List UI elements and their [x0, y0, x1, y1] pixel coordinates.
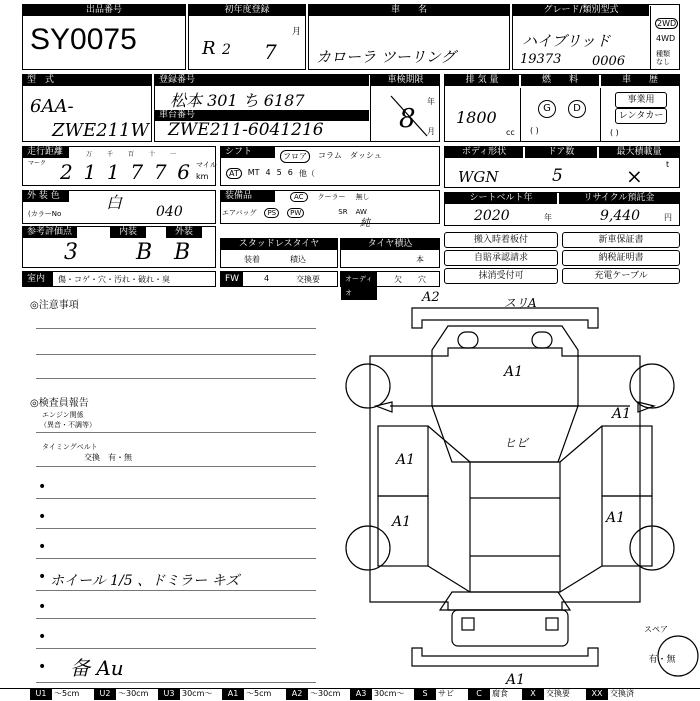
grade-code1: 19373 — [520, 52, 562, 67]
doc-item-4: 納税証明書 — [562, 250, 680, 266]
katashiki-label: 型 式 — [23, 75, 151, 86]
spare-value: 有・無 — [648, 655, 676, 665]
mileage-mile: マイル — [196, 161, 217, 169]
interior-items: 傷・コゲ・穴・汚れ・破れ・臭 — [58, 275, 170, 284]
doc-item-6: 充電ケーブル — [562, 268, 680, 284]
studless-fitted: 装着 — [244, 255, 260, 264]
doc-item-5: 抹消受付可 — [444, 268, 558, 284]
legend-code: U1 — [30, 688, 52, 700]
body-outline — [370, 348, 640, 610]
legend-code: XX — [586, 688, 608, 700]
mileage-mark: マーク — [28, 160, 47, 167]
chassis-label: 車台番号 — [155, 110, 369, 121]
drive-4wd: 4WD — [656, 34, 676, 43]
inspector-label: ◎検査員報告 — [30, 398, 89, 409]
audio-hole: 穴 — [418, 275, 426, 284]
diagram-label-top-left: A2 — [422, 290, 440, 305]
model-name: カローラ ツーリング — [316, 48, 456, 66]
roof — [470, 462, 560, 592]
wheel-rear-left — [346, 526, 390, 570]
ref-grade: 3 — [64, 240, 78, 265]
recycle-unit: 円 — [664, 213, 672, 222]
inspection-year-unit: 年 — [427, 97, 435, 106]
fuel-option-d: D — [568, 100, 586, 118]
legend-desc: 交換済 — [610, 689, 634, 698]
equipment-row1: AC クーラー 無し — [290, 192, 370, 202]
shift-label: シフト — [221, 147, 275, 158]
engine-label: エンジン関係 — [42, 411, 84, 419]
legend-code: A1 — [222, 688, 244, 700]
equipment-row2: エアバッグ PS PW SR AW — [222, 208, 367, 217]
seatbelt-unit: 年 — [544, 213, 552, 222]
displacement-value: 1800 — [456, 108, 497, 127]
front-bumper — [412, 308, 598, 328]
int-grade: B — [136, 240, 153, 265]
rear-bumper — [412, 648, 598, 666]
reg-label: 登録番号 — [155, 75, 369, 86]
legend-code: X — [522, 688, 544, 700]
legend-desc: ～5cm — [246, 689, 272, 698]
color-label: 外 装 色 — [23, 191, 69, 202]
legend-desc: ～30cm — [310, 689, 341, 698]
diagram-label-left-front: A1 — [396, 452, 416, 468]
recycle-label: リサイクル預託金 — [559, 193, 679, 204]
recycle-value: 9,440 — [600, 208, 641, 224]
fw-replace: 交換要 — [296, 275, 320, 284]
legend-desc: サビ — [438, 689, 454, 698]
shift-row2: AT MT 4 5 6 他（ — [226, 168, 315, 179]
notes-line — [36, 354, 316, 355]
chassis-number: ZWE211-6041216 — [168, 120, 324, 140]
history-label: 車 歴 — [601, 75, 679, 86]
diagram-label-top-right: スリA — [504, 296, 537, 310]
doc-item-3: 自賠承認請求 — [444, 250, 558, 266]
bullet: • — [38, 539, 47, 555]
equipment-mark: 純 — [360, 218, 370, 229]
mileage-digits: 2 1 1 7 7 6 — [60, 160, 190, 184]
displacement-unit: cc — [506, 128, 515, 137]
diagram-label-right-rear: A1 — [606, 510, 626, 526]
report-line — [36, 682, 316, 683]
first-reg-era: R — [202, 38, 216, 59]
bullet: • — [38, 569, 47, 585]
history-rental: レンタカー — [615, 108, 667, 124]
bullet: • — [38, 599, 47, 615]
ref-grade-label: 参考評価点 — [23, 227, 77, 238]
diagram-label-windshield: ヒビ — [504, 436, 529, 450]
bullet: • — [38, 629, 47, 645]
report-note-2: 备 Au — [70, 656, 124, 680]
wheel-front-right — [630, 364, 674, 408]
fuel-paren: ( ) — [530, 126, 539, 135]
bullet: • — [38, 479, 47, 495]
seatbelt-value: 2020 — [474, 208, 510, 224]
mileage-units: 万 千 百 十 一 — [86, 151, 176, 158]
katashiki-line1: 6AA- — [30, 96, 74, 117]
inspection-value: 8 — [399, 104, 416, 134]
doc-item-1: 搬入時着板付 — [444, 232, 558, 248]
bullet: • — [38, 659, 47, 675]
model-label: 車 名 — [309, 5, 509, 16]
inspection-strike-icon — [387, 92, 431, 140]
legend-desc: ～30cm — [118, 689, 149, 698]
seatbelt-label: シートベルト年 — [445, 193, 557, 204]
spare-label: スペア — [644, 625, 668, 634]
audio-missing: 欠 — [394, 275, 402, 284]
color-code: 040 — [156, 204, 183, 220]
fw-value: 4 — [264, 274, 270, 283]
legend-code: U2 — [94, 688, 116, 700]
tire-load-unit: 本 — [416, 255, 424, 264]
report-line — [36, 498, 316, 499]
legend-desc: 30cm～ — [182, 689, 213, 698]
legend-desc: 交換要 — [546, 689, 570, 698]
first-reg-label: 初年度登録 — [189, 5, 305, 16]
doors-label: ドア数 — [525, 147, 597, 158]
report-line — [36, 558, 316, 559]
history-business: 事業用 — [615, 92, 667, 108]
legend-code: C — [468, 688, 490, 700]
legend-code: S — [414, 688, 436, 700]
mileage-label: 走行距離 — [23, 147, 69, 158]
legend-desc: 30cm～ — [374, 689, 405, 698]
divider — [520, 88, 521, 142]
right-front-door — [602, 426, 652, 496]
drive-2wd: 2WD — [657, 19, 677, 28]
report-note-1: ホイール 1/5 、ドミラー キズ — [50, 573, 240, 589]
doc-item-2: 新車保証書 — [562, 232, 680, 248]
engine-sub: （異音・不調等） — [40, 421, 96, 429]
bullet: • — [38, 509, 47, 525]
mileage-km: km — [196, 172, 209, 181]
legend-code: A3 — [350, 688, 372, 700]
diagram-label-right-front: A1 — [612, 406, 632, 422]
report-line — [36, 528, 316, 529]
inspection-col — [370, 74, 441, 142]
history-paren: ( ) — [610, 128, 619, 137]
shift-row1: フロア コラム ダッシュ — [280, 150, 382, 163]
notes-line — [36, 328, 316, 329]
tire-load-label: タイヤ積込 — [341, 239, 439, 250]
inspection-month-unit: 月 — [427, 127, 435, 136]
legend-code: U3 — [158, 688, 180, 700]
lot-label: 出品番号 — [23, 5, 185, 16]
interior-label: 室内 — [23, 272, 53, 286]
timing-sub: 交換 有・無 — [84, 453, 132, 462]
first-reg-era-num: 2 — [222, 42, 231, 58]
studless-label: スタッドレスタイヤ — [221, 239, 337, 250]
displacement-label: 排 気 量 — [445, 75, 519, 86]
inspection-label: 車検期限 — [371, 75, 440, 86]
report-line — [36, 648, 316, 649]
legend-code: A2 — [286, 688, 308, 700]
trunk — [452, 610, 568, 646]
fuel-label: 燃 料 — [521, 75, 599, 86]
reg-number: 松本 301 ち 6187 — [170, 91, 305, 110]
katashiki-line2: ZWE211W — [52, 120, 150, 141]
color-value: 白 — [106, 193, 123, 212]
right-rear-door — [602, 496, 652, 566]
equipment-label: 装備品 — [221, 191, 275, 202]
int-grade-label: 内装 — [110, 227, 146, 238]
studless-loaded: 積込 — [290, 255, 306, 264]
capacity-unit: t — [666, 160, 670, 169]
body-type-label: ボディ形状 — [445, 147, 523, 158]
fw-label: FW — [221, 272, 243, 286]
report-line — [36, 618, 316, 619]
capacity-label: 最大積載量 — [599, 147, 679, 158]
left-rear-door — [378, 496, 428, 566]
diagram-label-left-rear: A1 — [392, 514, 412, 530]
notes-label: ◎注意事項 — [30, 300, 79, 311]
grade-name: ハイブリッド — [522, 32, 611, 50]
legend-desc: ～5cm — [54, 689, 80, 698]
divider — [600, 88, 601, 142]
body-type-value: WGN — [458, 168, 499, 186]
legend-desc: 腐食 — [492, 689, 508, 698]
first-reg-month-unit: 月 — [292, 27, 302, 37]
first-reg-month: 7 — [264, 40, 277, 64]
report-line — [36, 466, 316, 467]
wheel-front-left — [346, 364, 390, 408]
report-line — [36, 432, 316, 433]
ext-grade: B — [174, 240, 191, 265]
ext-grade-label: 外装 — [166, 227, 202, 238]
diagram-label-roof: A1 — [504, 364, 524, 380]
color-code-label: (カラーNo — [28, 210, 62, 218]
timing-label: タイミングベルト — [42, 443, 98, 451]
drive-col — [650, 6, 681, 69]
lot-number: SY0075 — [30, 23, 137, 56]
grade-label: グレード/類別型式 — [513, 5, 649, 16]
grade-code2: 0006 — [592, 54, 626, 69]
fuel-option-g: G — [538, 100, 556, 118]
report-line — [36, 590, 316, 591]
notes-line — [36, 378, 316, 379]
class-label: 種類 なし — [656, 50, 670, 66]
doors-value: 5 — [552, 166, 563, 186]
diagram-label-rear: A1 — [506, 672, 526, 688]
audio-label: オーディオ — [341, 272, 377, 300]
capacity-value: × — [626, 164, 643, 188]
